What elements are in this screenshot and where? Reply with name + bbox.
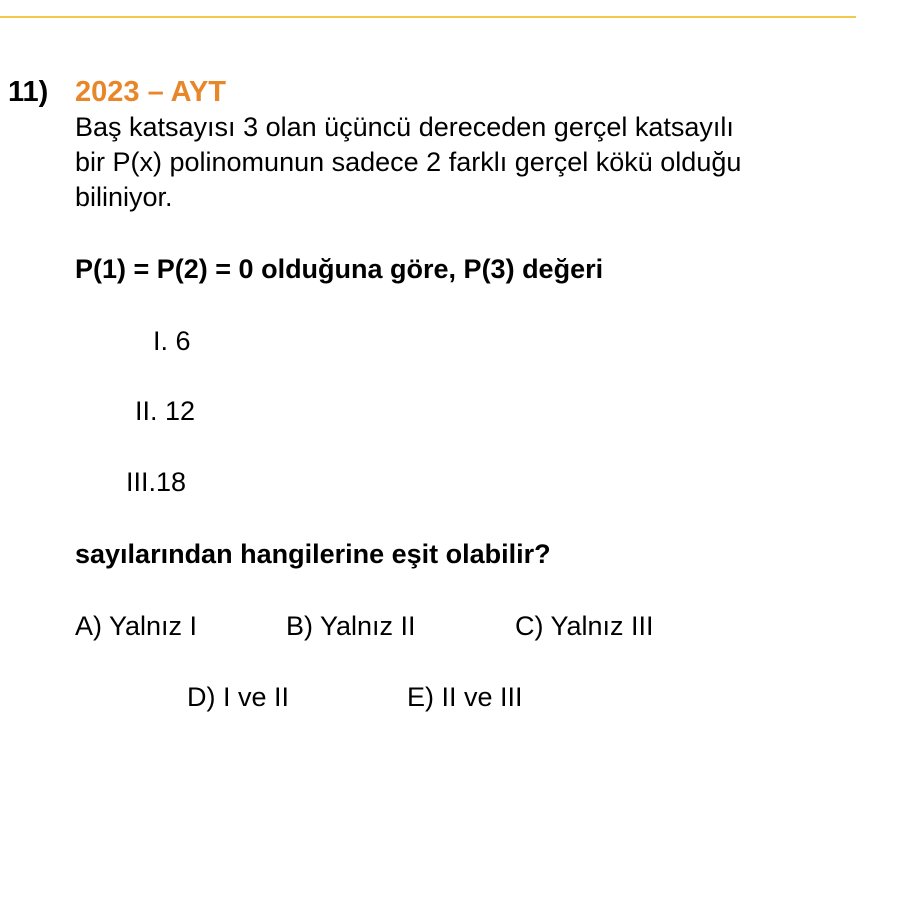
- choice-a[interactable]: A) Yalnız I: [75, 611, 198, 641]
- stem-line: biliniyor.: [75, 182, 173, 212]
- question-number: 11): [8, 76, 49, 108]
- stem-line: bir P(x) polinomunun sadece 2 farklı gerçel kökü olduğu: [75, 147, 742, 177]
- roman-item-3: III.18: [126, 467, 187, 497]
- choice-c[interactable]: C) Yalnız III: [515, 611, 654, 641]
- stem-line: Baş katsayısı 3 olan üçüncü dereceden gerçel katsayılı: [75, 112, 734, 142]
- choice-d[interactable]: D) I ve II: [187, 682, 290, 712]
- choice-b[interactable]: B) Yalnız II: [286, 611, 416, 641]
- question-stem: [75, 110, 875, 215]
- choice-e[interactable]: E) II ve III: [407, 682, 523, 712]
- roman-item-2: II. 12: [135, 396, 196, 426]
- top-divider: [0, 16, 856, 18]
- question-condition: P(1) = P(2) = 0 olduğuna göre, P(3) değeri: [75, 254, 604, 284]
- roman-item-1: I. 6: [153, 326, 191, 356]
- question-prompt: sayılarından hangilerine eşit olabilir?: [75, 539, 551, 569]
- question-source: 2023 – AYT: [75, 76, 227, 108]
